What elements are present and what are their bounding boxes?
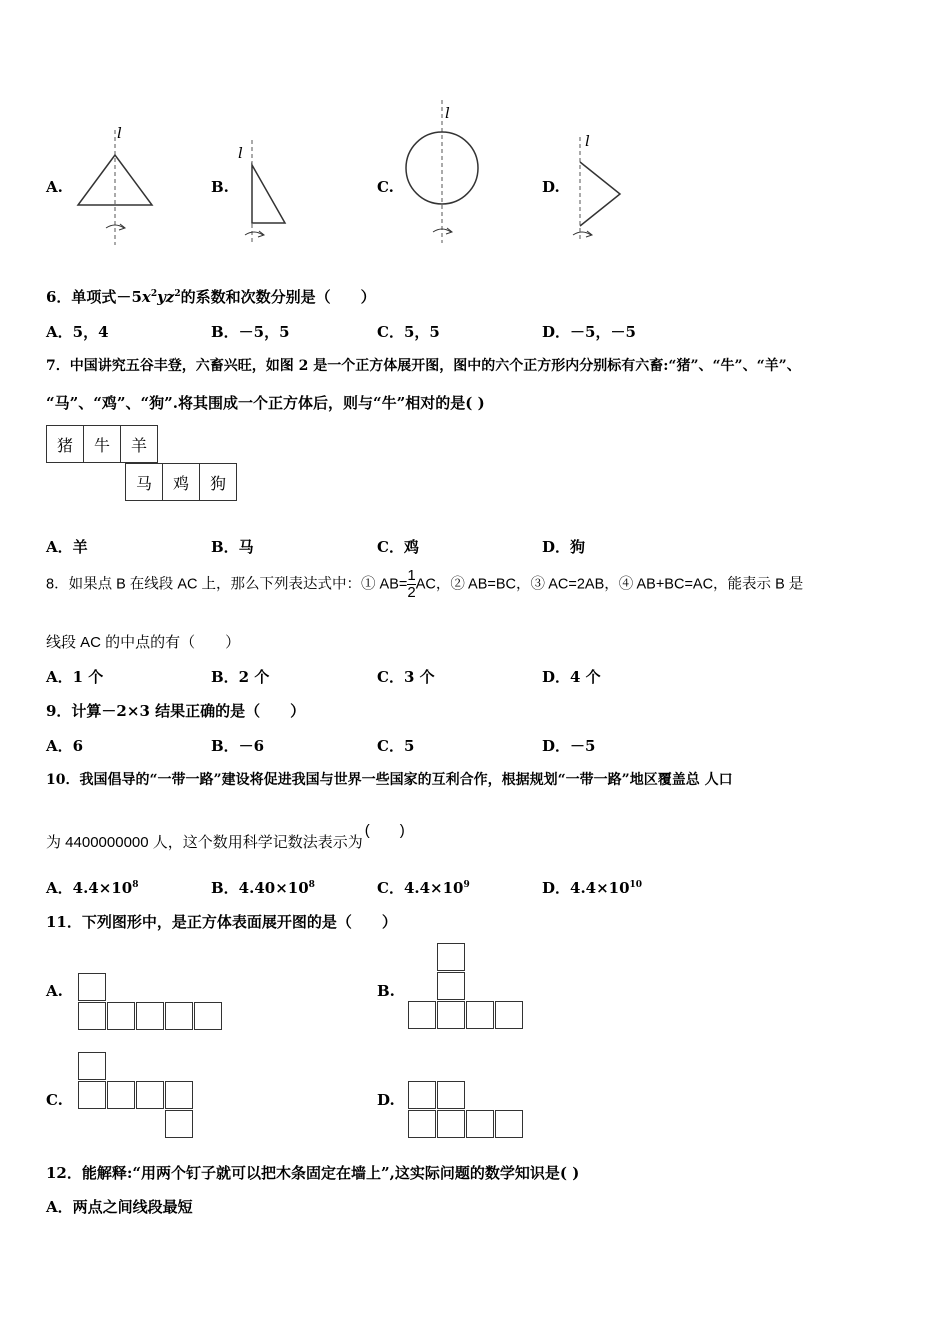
q6-option-a[interactable]: A．5，4 bbox=[46, 323, 109, 341]
q5-right-triangle-figure bbox=[235, 135, 295, 250]
q7-net-bottom-row bbox=[125, 463, 237, 501]
q7-question-line2: “马”、“鸡”、“狗”.将其围成一个正方体后，则与“牛”相对的是( ) bbox=[46, 394, 485, 412]
q11-option-d-label[interactable]: D. bbox=[377, 1091, 395, 1109]
q7-option-b[interactable]: B．马 bbox=[211, 538, 254, 556]
q12-question: 12．能解释:“用两个钉子就可以把木条固定在墙上”,这实际问题的数学知识是( ) bbox=[46, 1164, 580, 1182]
q11-option-b-label[interactable]: B. bbox=[377, 982, 395, 1000]
q10-question-line2: 为 4400000000 人，这个数用科学记数法表示为( ) bbox=[46, 822, 405, 851]
q5-option-d-label: D. bbox=[542, 178, 560, 196]
q7-cell-pig: 猪 bbox=[47, 426, 84, 463]
q12-option-a[interactable]: A．两点之间线段最短 bbox=[46, 1198, 193, 1216]
q8-option-c[interactable]: C．3 个 bbox=[377, 668, 435, 686]
q9-option-c[interactable]: C．5 bbox=[377, 737, 415, 755]
q6-option-b[interactable]: B．－5，5 bbox=[211, 323, 290, 341]
q5-axis-label-a: l bbox=[117, 124, 122, 142]
q11-option-a-label[interactable]: A. bbox=[46, 982, 63, 1000]
q8-fraction: $\frac{1}{2}$ bbox=[407, 567, 416, 601]
q8-option-d[interactable]: D．4 个 bbox=[542, 668, 601, 686]
q10-option-d[interactable]: D．$4.4\times 10^{10}$ bbox=[542, 879, 643, 897]
q5-axis-label-c: l bbox=[445, 104, 450, 122]
q9-question: 9．计算－2×3 结果正确的是（ ） bbox=[46, 702, 306, 720]
q10-question-line1: 10．我国倡导的“一带一路”建设将促进我国与世界一些国家的互利合作，根据规划“一带一路”地区覆盖总 人口 bbox=[46, 772, 733, 788]
q6-question: 6．单项式$-5x^2yz^2$的系数和次数分别是（ ） bbox=[46, 288, 376, 306]
q5-option-b-label: B. bbox=[211, 178, 229, 196]
q9-option-b[interactable]: B．－6 bbox=[211, 737, 265, 755]
q7-question-line1: 7．中国讲究五谷丰登，六畜兴旺，如图 2 是一个正方体展开图，图中的六个正方形内分别标有六畜:“猪”、“牛”、“羊”、 bbox=[46, 358, 801, 374]
q7-cell-horse: 马 bbox=[126, 464, 163, 501]
q10-option-a[interactable]: A．$4.4\times 10^8$ bbox=[46, 879, 139, 897]
q11-option-c-label[interactable]: C. bbox=[46, 1091, 63, 1109]
q7-option-c[interactable]: C．鸡 bbox=[377, 538, 419, 556]
q5-axis-label-b: l bbox=[238, 144, 243, 162]
q9-option-d[interactable]: D．－5 bbox=[542, 737, 596, 755]
q5-axis-label-d: l bbox=[585, 132, 590, 150]
q5-option-a-label: A. bbox=[46, 178, 63, 196]
q6-option-c[interactable]: C．5，5 bbox=[377, 323, 440, 341]
q7-cell-dog: 狗 bbox=[200, 464, 237, 501]
q5-circle-figure bbox=[400, 98, 485, 248]
q11-question: 11．下列图形中，是正方体表面展开图的是（ ） bbox=[46, 913, 397, 931]
q5-chevron-figure bbox=[565, 132, 630, 247]
q8-question-line2: 线段 AC 的中点的有（ ） bbox=[46, 634, 241, 651]
q7-option-d[interactable]: D．狗 bbox=[542, 538, 586, 556]
q5-triangle-figure bbox=[70, 120, 160, 250]
q8-question-line1: 8．如果点 B 在线段 AC 上，那么下列表达式中：① AB= $\frac{1}{2}$ AC，② AB=BC，③ AC=2AB，④ AB+BC=AC，能表示 B 是 bbox=[46, 567, 804, 601]
q7-cell-ox: 牛 bbox=[84, 426, 121, 463]
q6-option-d[interactable]: D．－5，－5 bbox=[542, 323, 636, 341]
q9-option-a[interactable]: A．6 bbox=[46, 737, 84, 755]
q5-option-c-label: C. bbox=[377, 178, 394, 196]
q8-option-b[interactable]: B．2 个 bbox=[211, 668, 270, 686]
q8-option-a[interactable]: A．1 个 bbox=[46, 668, 104, 686]
q10-option-c[interactable]: C．$4.4\times 10^9$ bbox=[377, 879, 470, 897]
q7-cell-sheep: 羊 bbox=[121, 426, 158, 463]
q10-option-b[interactable]: B．$4.40\times 10^8$ bbox=[211, 879, 315, 897]
q7-cell-chicken: 鸡 bbox=[163, 464, 200, 501]
q7-net-top-row bbox=[46, 425, 158, 463]
q7-option-a[interactable]: A．羊 bbox=[46, 538, 88, 556]
